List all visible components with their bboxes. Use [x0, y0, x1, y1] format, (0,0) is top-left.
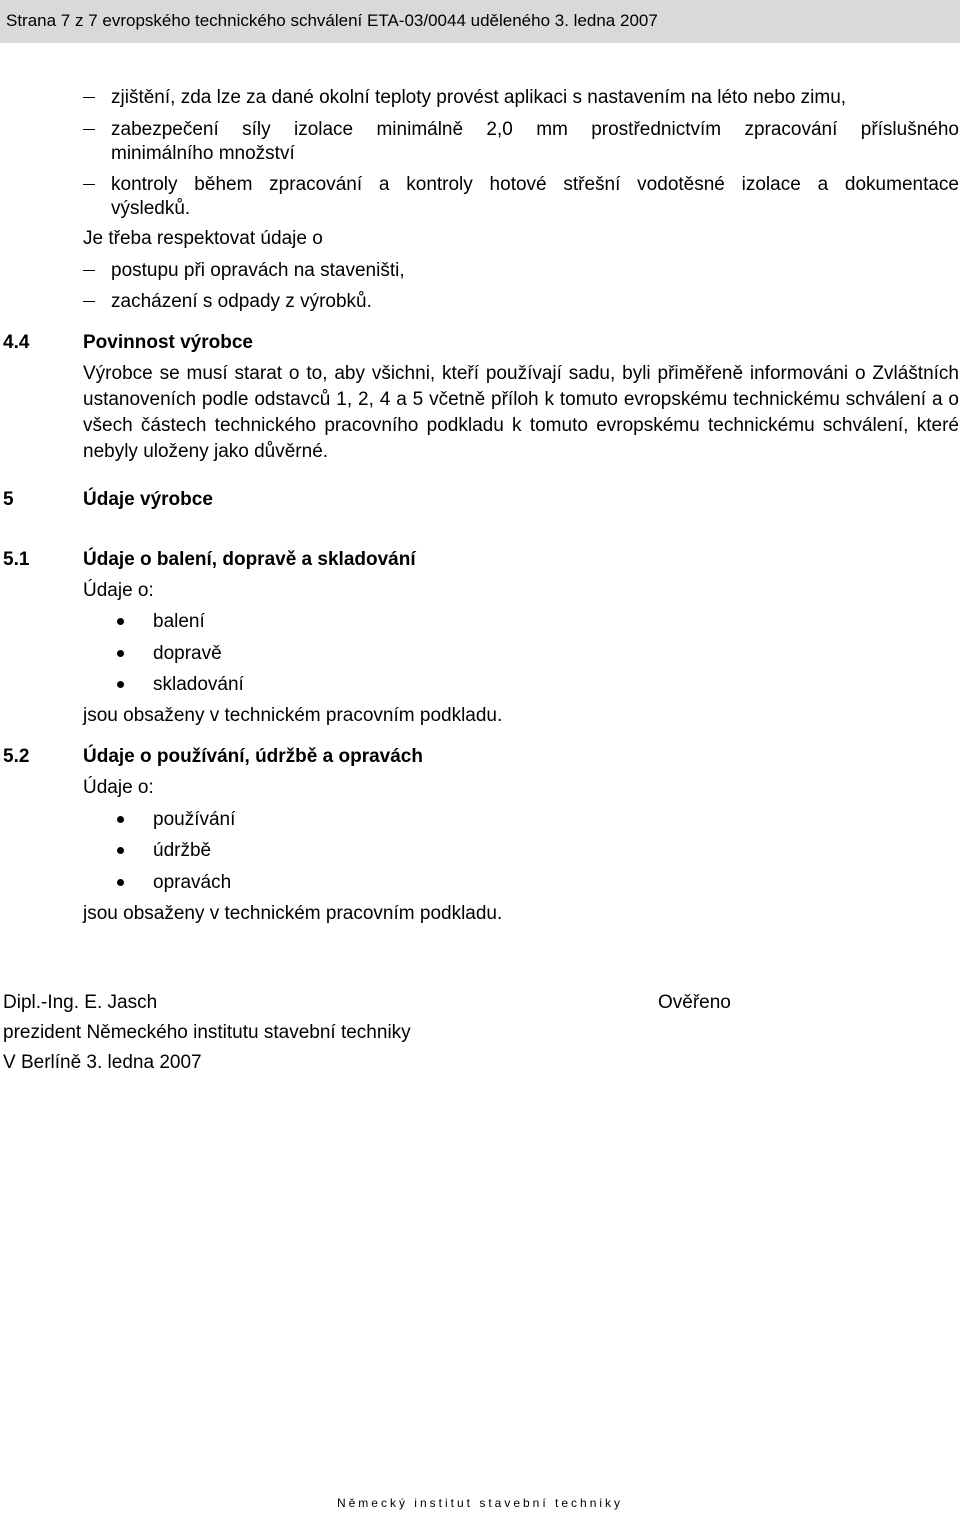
signatory-name: Dipl.-Ing. E. Jasch	[3, 992, 158, 1013]
header-text: Strana 7 z 7 evropského technického schválení ETA-03/0044 uděleného 3. ledna 2007	[6, 11, 658, 30]
list-intro: Je třeba respektovat údaje o	[83, 228, 323, 249]
page-header	[0, 0, 960, 43]
section-number: 5.2	[3, 746, 30, 767]
section-number: 4.4	[3, 332, 30, 353]
list-closing: jsou obsaženy v technickém pracovním podkladu.	[83, 903, 503, 924]
section-title: Povinnost výrobce	[83, 332, 253, 353]
verified-label: Ověřeno	[658, 992, 731, 1013]
list-item: skladování	[153, 674, 244, 695]
section-body: Výrobce se musí starat o to, aby všichni, kteří používají sadu, byli přiměřeně informováni o Zvláštních ustanoveních podle odstavců 1, 2, 4 a 5 včetně příloh k tomuto evropskému technickému schválení a o všech částech technického pracovního podkladu k tomuto evropskému technickému schválení, které nebyly uloženy jako důvěrné.	[83, 363, 959, 462]
list-item: zacházení s odpady z výrobků.	[111, 291, 372, 312]
list-closing: jsou obsaženy v technickém pracovním podkladu.	[83, 705, 503, 726]
list-item: balení	[153, 611, 205, 632]
bullet-marker	[117, 847, 124, 854]
bullet-marker	[117, 816, 124, 823]
list-item: používání	[153, 809, 236, 830]
dash-marker	[83, 301, 95, 302]
dash-marker	[83, 270, 95, 271]
list-item: údržbě	[153, 840, 212, 861]
bullet-marker	[117, 650, 124, 657]
section-number: 5	[3, 489, 14, 510]
bullet-marker	[117, 879, 124, 886]
list-item: kontroly během zpracování a kontroly hotové střešní vodotěsné izolace a dokumentace	[111, 174, 959, 195]
bullet-marker	[117, 618, 124, 625]
list-item: postupu při opravách na staveništi,	[111, 260, 405, 281]
dash-marker	[83, 184, 95, 185]
list-intro: Údaje o:	[83, 580, 154, 601]
list-intro: Údaje o:	[83, 777, 154, 798]
list-item-continuation: výsledků.	[111, 198, 191, 219]
list-item: dopravě	[153, 643, 222, 664]
list-item: zjištění, zda lze za dané okolní teploty provést aplikaci s nastavením na léto nebo zimu,	[111, 87, 847, 108]
list-item: opravách	[153, 872, 232, 893]
section-number: 5.1	[3, 549, 30, 570]
signatory-position: prezident Německého institutu stavební techniky	[3, 1022, 411, 1043]
list-item: zabezpečení síly izolace minimálně 2,0 mm prostřednictvím zpracování příslušného	[111, 119, 959, 140]
section-title: Údaje o používání, údržbě a opravách	[83, 746, 423, 767]
page-footer: Německý institut stavební techniky	[336, 1496, 624, 1510]
section-title: Údaje výrobce	[83, 489, 213, 510]
dash-marker	[83, 97, 95, 98]
bullet-marker	[117, 681, 124, 688]
section-title: Údaje o balení, dopravě a skladování	[83, 549, 416, 570]
place-date: V Berlíně 3. ledna 2007	[3, 1052, 202, 1073]
list-item-continuation: minimálního množství	[111, 143, 295, 164]
dash-marker	[83, 129, 95, 130]
